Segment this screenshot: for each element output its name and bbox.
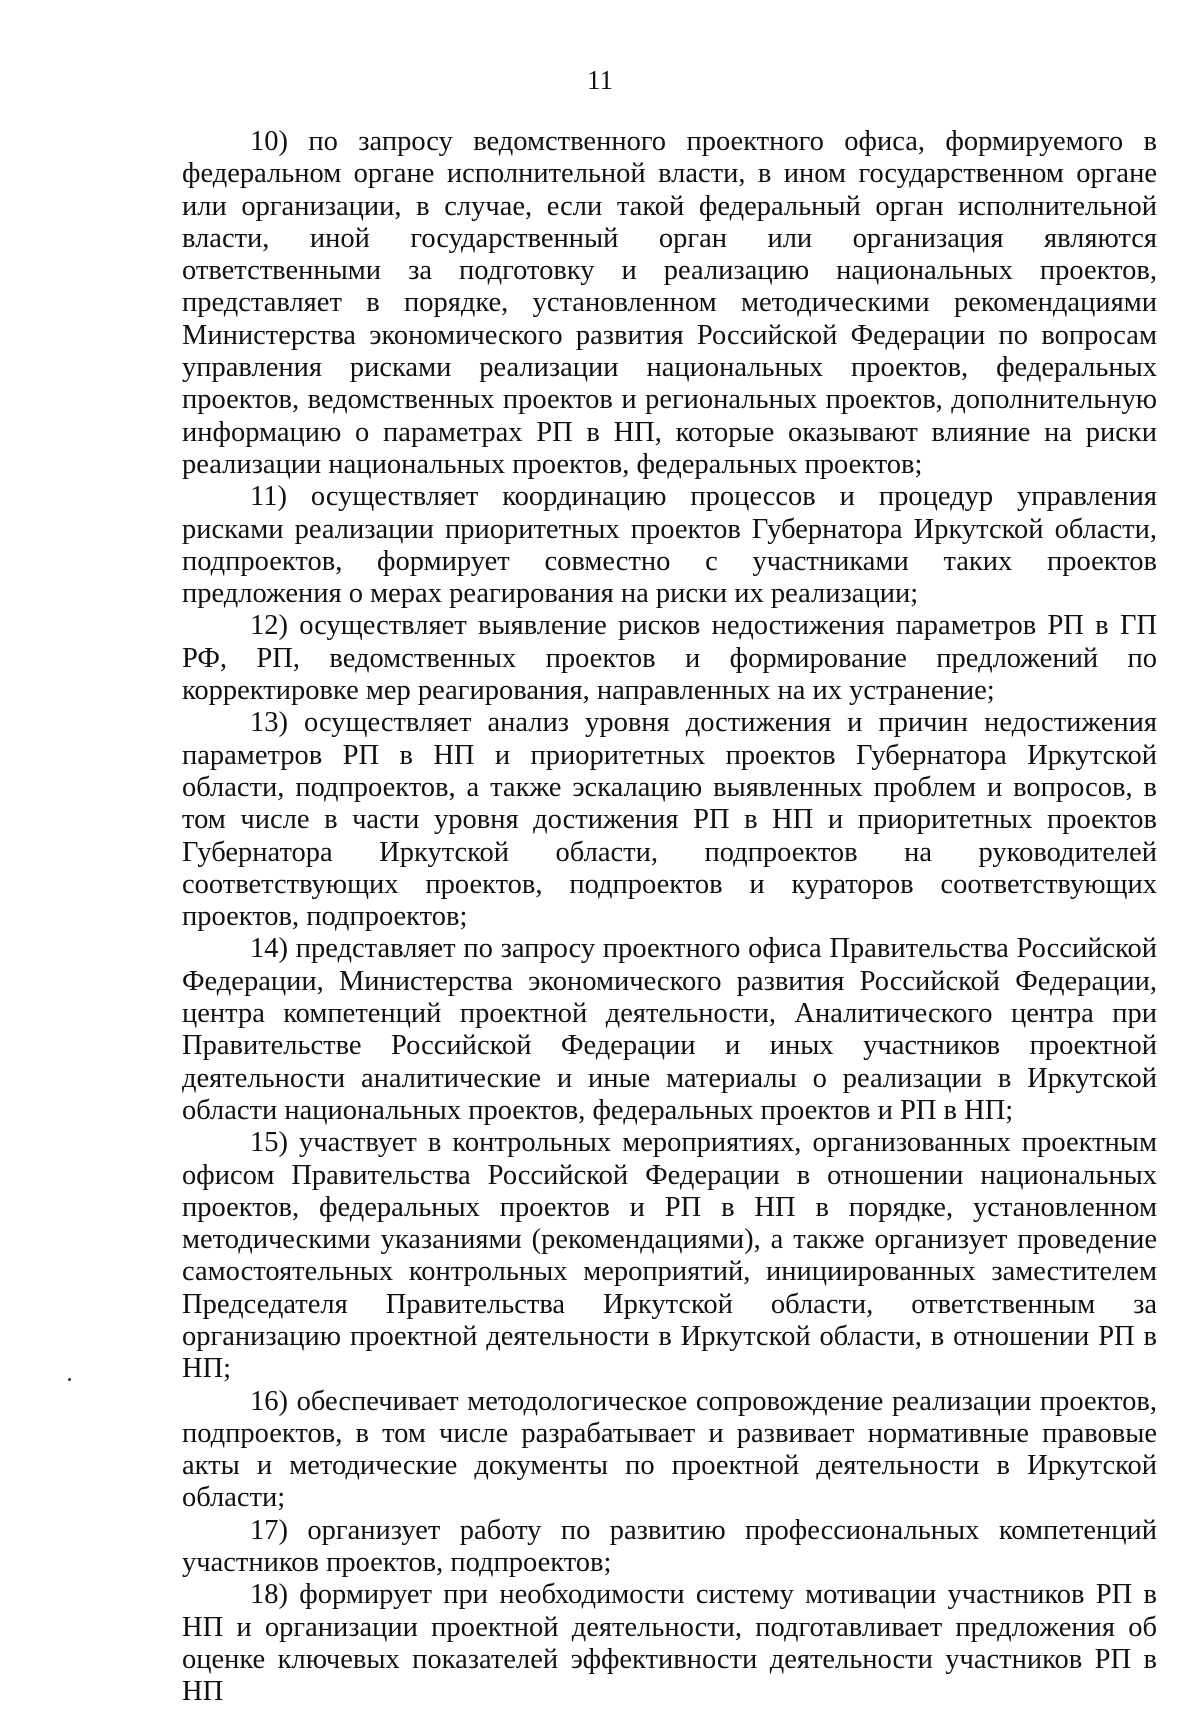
list-item-15: 15) участвует в контрольных мероприятиях, организованных проектным офисом Правительства Российской Федерации в отношении национальных проектов, федеральных проектов и РП в НП в порядке, установленном методическими указаниями (рекомендациями), а также организует проведение самостоятельных контрольных мероприятий, инициированных заместителем Председателя Правительства Иркутской области, ответственным за организацию проектной деятельности в Иркутской области, в отношении РП в НП; (182, 1127, 1157, 1385)
list-item-16: 16) обеспечивает методологическое сопровождение реализации проектов, подпроектов, в том числе разрабатывает и развивает нормативные правовые акты и методические документы по проектной деятельности в Иркутской области; (182, 1385, 1157, 1514)
list-item-18: 18) формирует при необходимости систему мотивации участников РП в НП и организации проектной деятельности, подготавливает предложения об оценке ключевых показателей эффективности деятельности участников РП в НП (182, 1579, 1157, 1708)
list-item-10: 10) по запросу ведомственного проектного офиса, формируемого в федеральном органе исполнительной власти, в ином государственном органе или организации, в случае, если такой федеральный орган исполнительной власти, иной государственный орган или организация являются ответственными за подготовку и реализацию национальных проектов, представляет в порядке, установленном методическими рекомендациями Министерства экономического развития Российской Федерации по вопросам управления рисками реализации национальных проектов, федеральных проектов, ведомственных проектов и региональных проектов, дополнительную информацию о параметрах РП в НП, которые оказывают влияние на риски реализации национальных проектов, федеральных проектов; (182, 126, 1157, 480)
list-item-13: 13) осуществляет анализ уровня достижения и причин недостижения параметров РП в НП и приоритетных проектов Губернатора Иркутской области, подпроектов, а также эскалацию выявленных проблем и вопросов, в том числе в части уровня достижения РП в НП и приоритетных проектов Губернатора Иркутской области, подпроектов на руководителей соответствующих проектов, подпроектов и кураторов соответствующих проектов, подпроектов; (182, 707, 1157, 933)
list-item-11: 11) осуществляет координацию процессов и процедур управления рисками реализации приоритетных проектов Губернатора Иркутской области, подпроектов, формирует совместно с участниками таких проектов предложения о мерах реагирования на риски их реализации; (182, 481, 1157, 610)
list-item-17: 17) организует работу по развитию профессиональных компетенций участников проектов, подпроектов; (182, 1514, 1157, 1579)
page-number: 11 (587, 65, 613, 95)
list-item-12: 12) осуществляет выявление рисков недостижения параметров РП в ГП РФ, РП, ведомственных проектов и формирование предложений по корректировке мер реагирования, направленных на их устранение; (182, 610, 1157, 707)
document-body (182, 126, 1157, 1709)
list-item-14: 14) представляет по запросу проектного офиса Правительства Российской Федерации, Министерства экономического развития Российской Федерации, центра компетенций проектной деятельности, Аналитического центра при Правительстве Российской Федерации и иных участников проектной деятельности аналитические и иные материалы о реализации в Иркутской области национальных проектов, федеральных проектов и РП в НП; (182, 933, 1157, 1126)
scan-speck (68, 1378, 71, 1381)
